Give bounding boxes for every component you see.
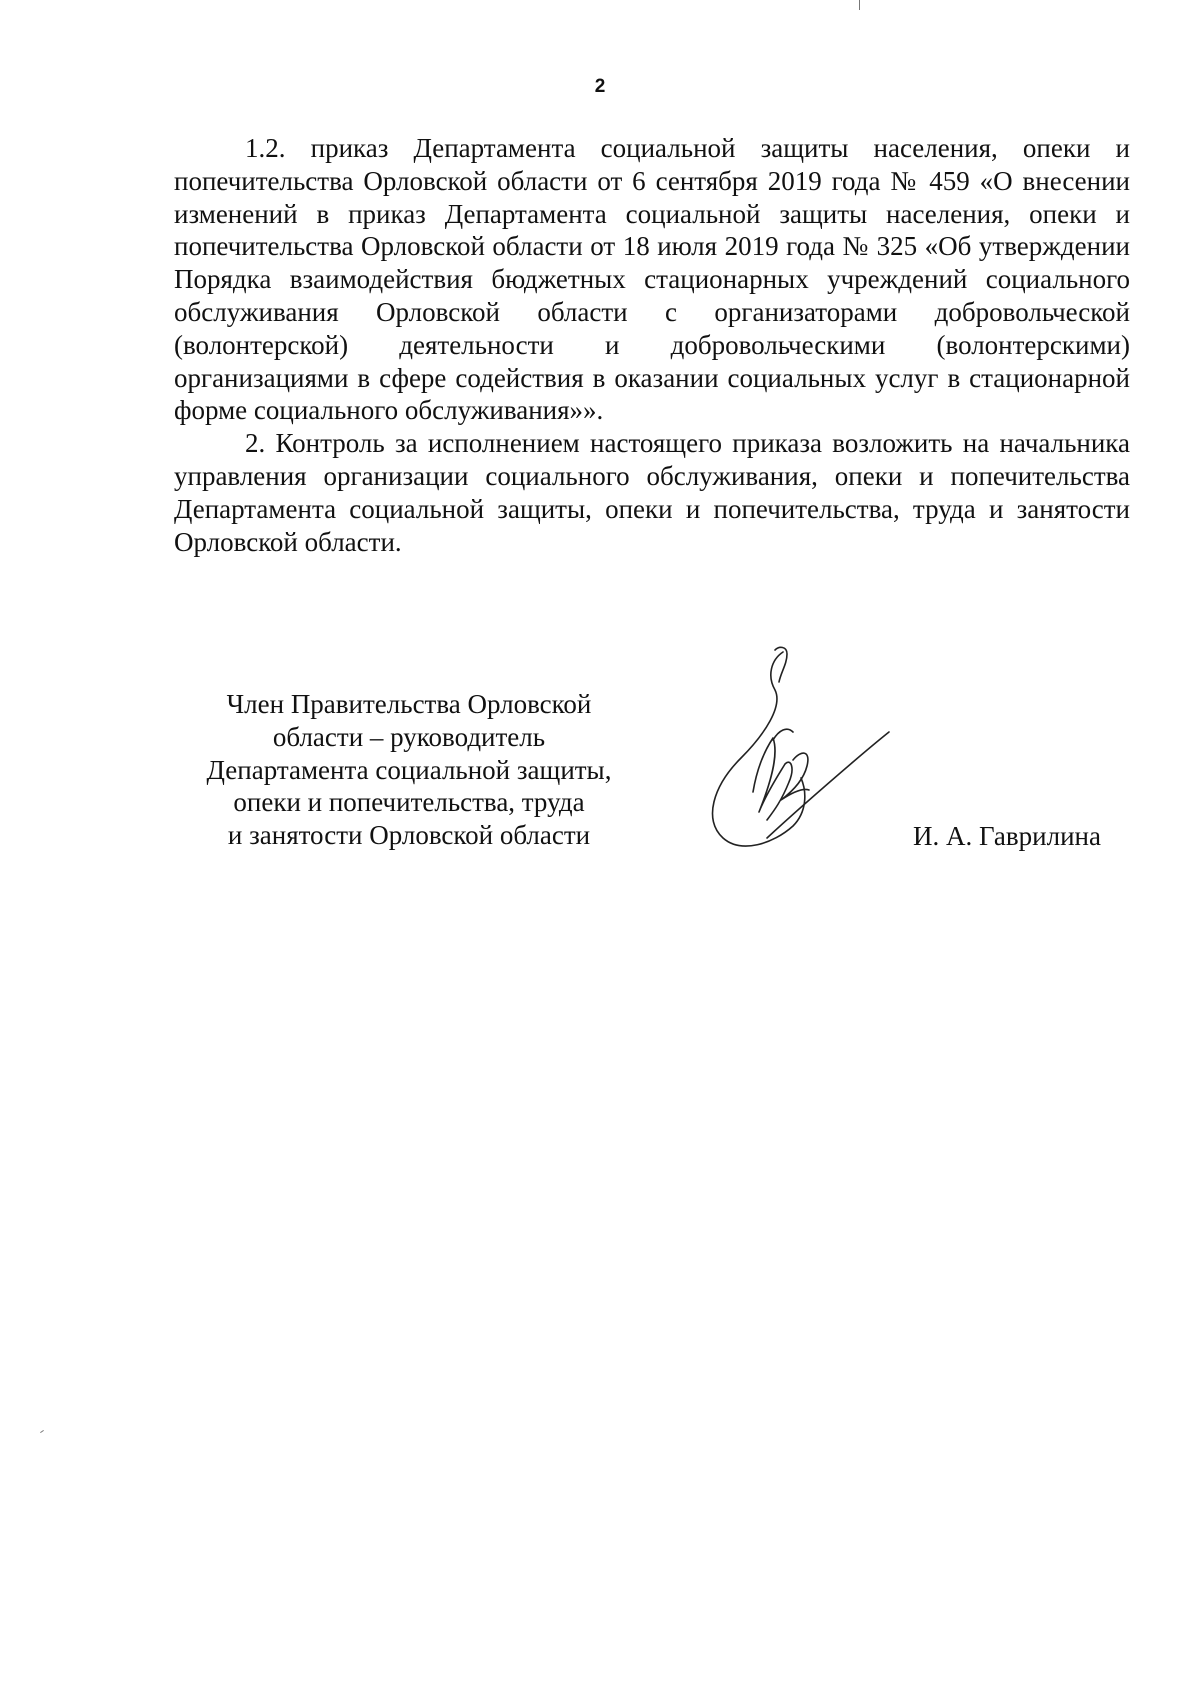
page-number: 2	[594, 76, 606, 97]
handwritten-signature	[675, 642, 895, 860]
position-line: опеки и попечительства, труда	[233, 787, 585, 818]
position-line: Департамента социальной защиты,	[206, 754, 612, 785]
position-line: области – руководитель	[272, 721, 546, 752]
signatory-position	[186, 688, 632, 852]
scan-artifact-left	[40, 1430, 44, 1433]
document-body	[174, 132, 1130, 558]
signer-name: И. А. Гаврилина	[913, 821, 1101, 851]
position-line: Член Правительства Орловской	[226, 689, 592, 719]
position-line: и занятости Орловской области	[227, 820, 591, 851]
paragraph-2: 2. Контроль за исполнением настоящего приказа возложить на начальника управления организации социального обслуживания, опеки и попечительства Департамента социальной защиты, опеки и попечительства, труда и занятости Орловской области.	[174, 428, 1130, 557]
paragraph-1-2: 1.2. приказ Департамента социальной защиты населения, опеки и попечительства Орловской области от 6 сентября 2019 года № 459 «О внесении изменений в приказ Департамента социальной защиты населения, опеки и попечительства Орловской области от 18 июля 2019 года № 325 «Об утверждении Порядка взаимодействия бюджетных стационарных учреждений социального обслуживания Орловской области с организаторами добровольческой (волонтерской) деятельности и добровольческими (волонтерскими) организациями в сфере содействия в оказании социальных услуг в стационарной форме социального обслуживания»».	[174, 133, 1130, 426]
scan-artifact-top	[859, 0, 860, 10]
